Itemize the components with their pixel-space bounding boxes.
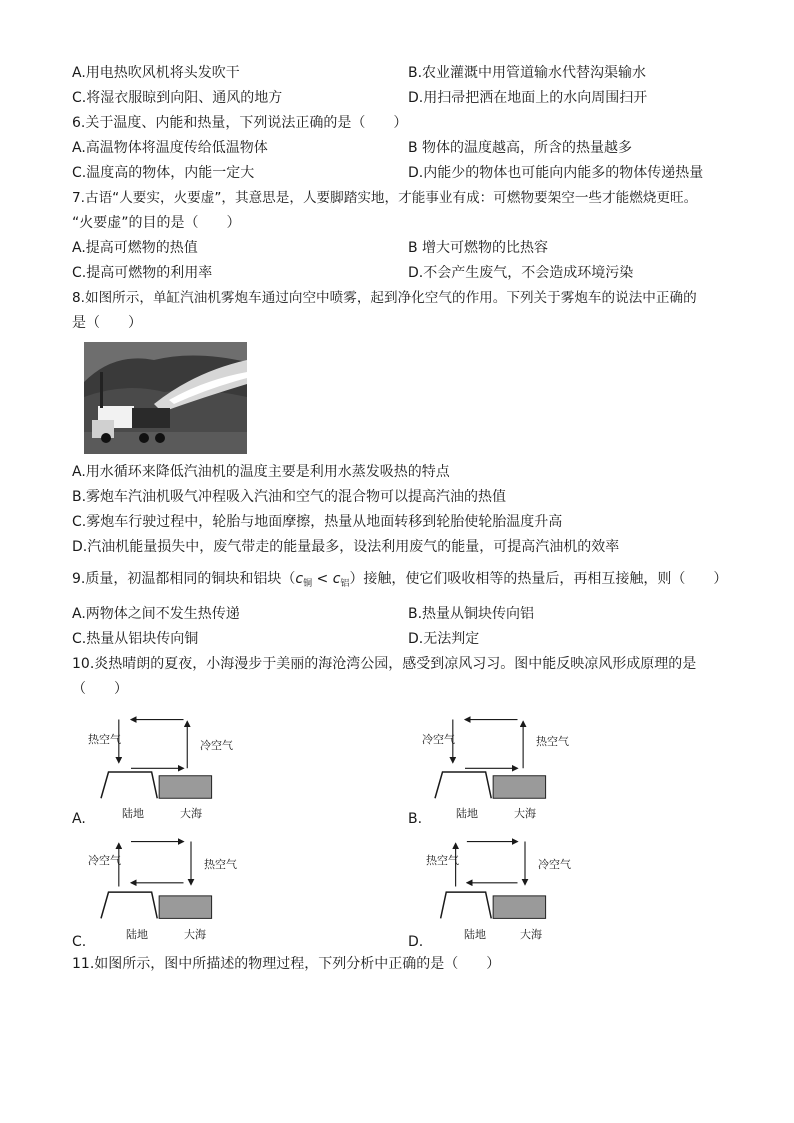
q10-diagram-c (86, 834, 246, 942)
q10-a-land: 陆地 (122, 807, 144, 820)
fog-cannon-truck-photo (84, 342, 247, 454)
q7-stem-line2: “火要虚”的目的是（ ） (72, 215, 241, 231)
q10-stem: 10.炎热晴朗的夏夜，小海漫步于美丽的海沧湾公园，感受到凉风习习。图中能反映凉风形成原理的是 (72, 656, 697, 672)
q10-diagram-a (86, 712, 246, 820)
q7-option-a: A.提高可燃物的热值 (72, 240, 198, 256)
q9-stem-pre: 9.质量，初温都相同的铜块和铝块（ (72, 571, 296, 587)
q10-c-land: 陆地 (126, 928, 148, 941)
q9-sub-copper: 铜 (303, 579, 313, 589)
q10-diagram-d-svg (420, 834, 570, 939)
q7-option-c: C.提高可燃物的利用率 (72, 265, 213, 281)
q9-option-a: A.两物体之间不发生热传递 (72, 606, 240, 622)
q10-d-right-air: 冷空气 (538, 858, 571, 871)
q9-option-c: C.热量从铝块传向铜 (72, 631, 199, 647)
q9-stem-post: ）接触，使它们吸收相等的热量后，再相互接触，则（ ） (349, 571, 728, 587)
q9-c-copper: c (295, 571, 304, 587)
q6-stem: 6.关于温度、内能和热量，下列说法正确的是（ ） (72, 115, 408, 131)
q9-stem (72, 570, 727, 593)
q6-option-d: D.内能少的物体也可能向内能多的物体传递热量 (408, 165, 704, 181)
q10-b-right-air: 热空气 (536, 735, 569, 748)
q10-c-sea: 大海 (184, 928, 206, 941)
q9-sub-aluminum: 铝 (340, 579, 350, 589)
q6-option-b: B 物体的温度越高，所含的热量越多 (408, 140, 633, 156)
q10-diagram-b-svg (420, 712, 570, 817)
q5-option-d: D.用扫帚把洒在地面上的水向周围扫开 (408, 90, 648, 106)
q10-diagram-d (420, 834, 580, 942)
q8-stem-line2: 是（ ） (72, 315, 142, 331)
q10-letter-a: A. (72, 811, 86, 827)
q11-stem: 11.如图所示，图中所描述的物理过程，下列分析中正确的是（ ） (72, 956, 501, 972)
q10-a-left-air: 热空气 (88, 733, 121, 746)
q5-option-b: B.农业灌溉中用管道输水代替沟渠输水 (408, 65, 647, 81)
q7-stem-line1: 7.古语“人要实，火要虚”，其意思是，人要脚踏实地，才能事业有成：可燃物要架空一些才能燃烧更旺。 (72, 190, 698, 206)
q10-a-right-air: 冷空气 (200, 739, 233, 752)
q10-d-sea: 大海 (520, 928, 542, 941)
q10-diagram-c-svg (86, 834, 236, 939)
q10-b-left-air: 冷空气 (422, 733, 455, 746)
q8-option-d: D.汽油机能量损失中，废气带走的能量最多，设法利用废气的能量，可提高汽油机的效率 (72, 539, 620, 555)
q10-a-sea: 大海 (180, 807, 202, 820)
q10-c-left-air: 冷空气 (88, 854, 121, 867)
q10-d-left-air: 热空气 (426, 854, 459, 867)
q7-option-b: B 增大可燃物的比热容 (408, 240, 549, 256)
q8-option-a: A.用水循环来降低汽油机的温度主要是利用水蒸发吸热的特点 (72, 464, 450, 480)
q10-letter-c: C. (72, 934, 87, 950)
q10-b-sea: 大海 (514, 807, 536, 820)
q9-option-d: D.无法判定 (408, 631, 480, 647)
q10-letter-d: D. (408, 934, 424, 950)
q10-c-right-air: 热空气 (204, 858, 237, 871)
q10-b-land: 陆地 (456, 807, 478, 820)
q7-option-d: D.不会产生废气，不会造成环境污染 (408, 265, 634, 281)
q10-diagram-a-svg (86, 712, 236, 817)
q6-option-c: C.温度高的物体，内能一定大 (72, 165, 255, 181)
q9-option-b: B.热量从铜块传向铝 (408, 606, 535, 622)
q10-diagram-b (420, 712, 580, 820)
q8-option-c: C.雾炮车行驶过程中，轮胎与地面摩擦，热量从地面转移到轮胎使轮胎温度升高 (72, 514, 563, 530)
q6-option-a: A.高温物体将温度传给低温物体 (72, 140, 268, 156)
q5-option-c: C.将湿衣服晾到向阳、通风的地方 (72, 90, 283, 106)
q5-option-a: A.用电热吹风机将头发吹干 (72, 65, 240, 81)
q8-stem-line1: 8.如图所示，单缸汽油机雾炮车通过向空中喷雾，起到净化空气的作用。下列关于雾炮车的说法中正确的 (72, 290, 697, 306)
q10-paren: （ ） (72, 681, 128, 697)
q8-option-b: B.雾炮车汽油机吸气冲程吸入汽油和空气的混合物可以提高汽油的热值 (72, 489, 507, 505)
q9-c-aluminum: c (332, 571, 341, 587)
q9-less-than: < (316, 571, 329, 587)
q10-d-land: 陆地 (464, 928, 486, 941)
q10-letter-b: B. (408, 811, 423, 827)
